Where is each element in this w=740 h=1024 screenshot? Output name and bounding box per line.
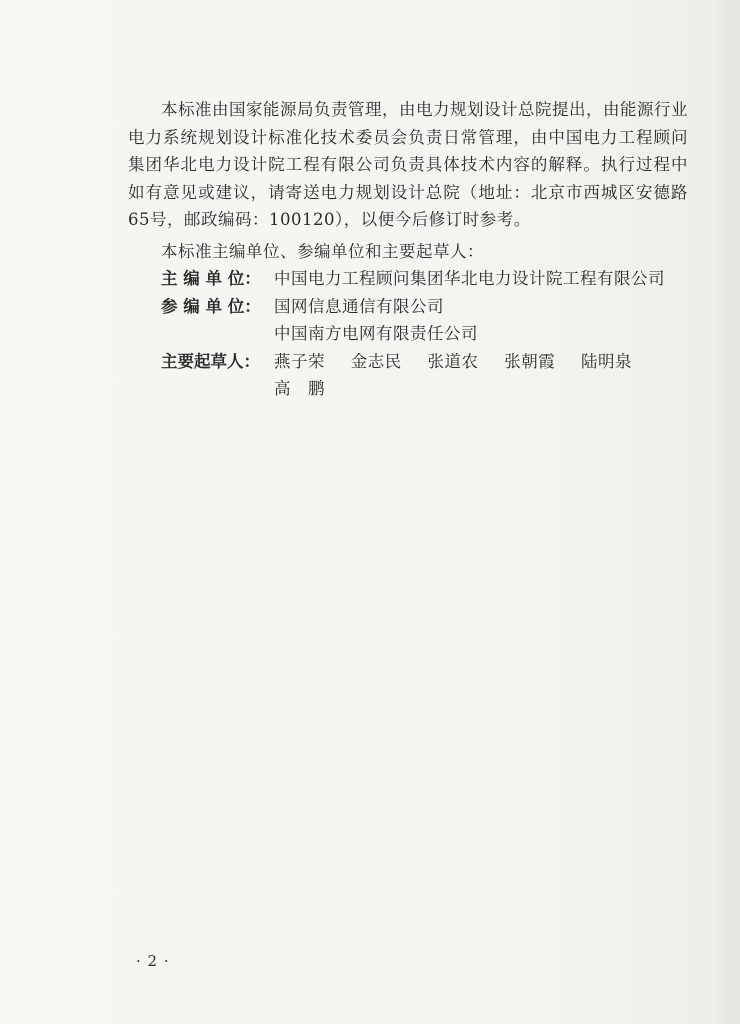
- participating-units-row: [128, 293, 688, 348]
- chief-unit-value: 中国电力工程顾问集团华北电力设计院工程有限公司: [274, 269, 665, 288]
- page-number: · 2 ·: [136, 952, 170, 970]
- preface-text: [128, 96, 688, 403]
- drafters-row: [128, 348, 688, 403]
- page-edge-shadow: [710, 0, 740, 1024]
- drafter-name: 陆明泉: [581, 351, 632, 371]
- participating-unit-2: 中国南方电网有限责任公司: [274, 324, 478, 343]
- drafter-name: 金志民: [350, 351, 402, 371]
- drafters-line-2: [128, 375, 668, 403]
- drafter-name: 高 鹏: [274, 379, 325, 398]
- drafter-name: 燕子荣: [274, 351, 325, 371]
- drafters-label: 主要起草人：: [161, 351, 260, 371]
- drafter-name: 张道农: [427, 351, 479, 371]
- participating-unit-1: 国网信息通信有限公司: [274, 296, 444, 316]
- chief-unit-row: [128, 265, 688, 293]
- chief-unit-label: 主 编 单 位：: [161, 269, 261, 288]
- participating-units-label: 参 编 单 位：: [161, 296, 261, 316]
- management-paragraph: 本标准由国家能源局负责管理，由电力规划设计总院提出，由能源行业电力系统规划设计标准化技术委员会负责日常管理，由中国电力工程顾问集团华北电力设计院工程有限公司负责具体技术内容的解释。执行过程中如有意见或建议，请寄送电力规划设计总院（地址：北京市西城区安德路65号，邮政编码：100120），以便今后修订时参考。: [128, 100, 688, 229]
- units-intro-paragraph: 本标准主编单位、参编单位和主要起草人：: [161, 241, 484, 261]
- drafter-name: 张朝霞: [504, 351, 556, 371]
